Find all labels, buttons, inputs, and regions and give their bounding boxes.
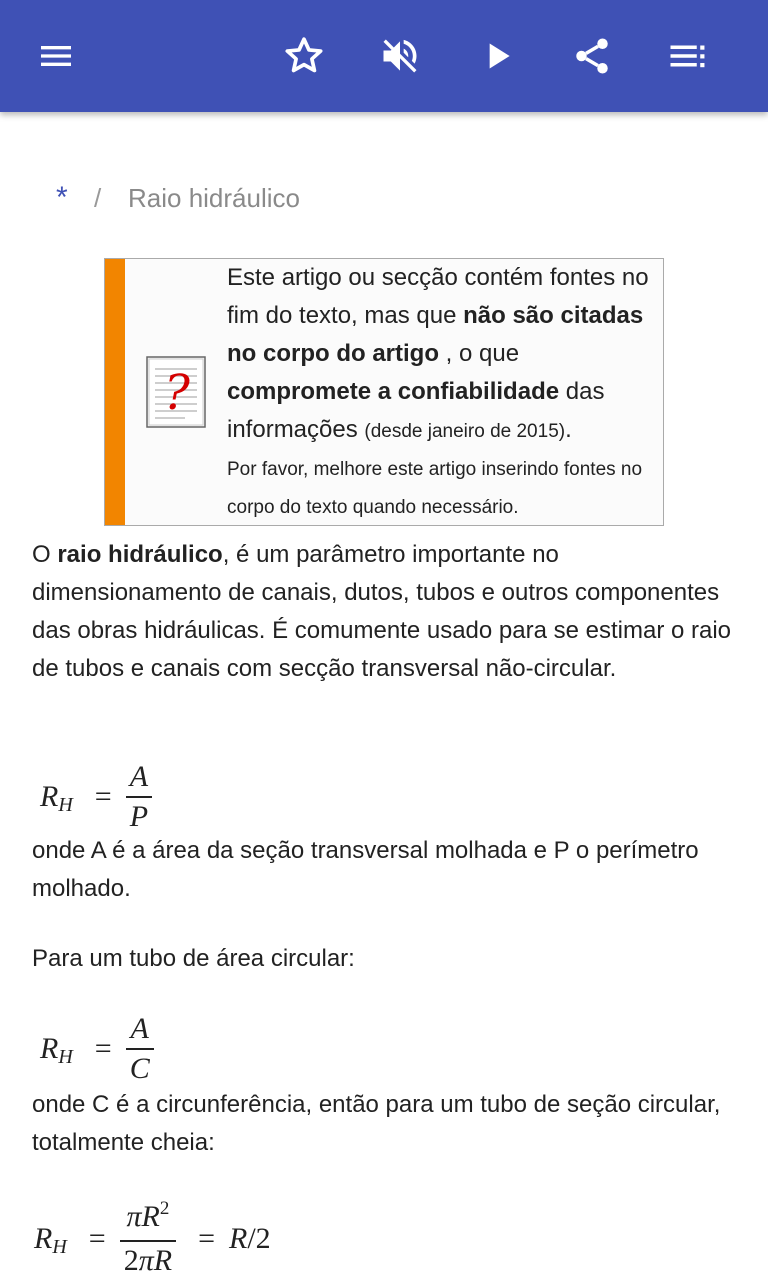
svg-text:?: ?	[164, 365, 190, 421]
formula2-lhs: R	[40, 1032, 59, 1065]
notice-line3: das informações	[227, 378, 605, 443]
notice-text	[227, 259, 659, 527]
formula-hydraulic-radius	[40, 758, 152, 836]
formula3-equals: =	[88, 1222, 106, 1255]
playlist-icon	[667, 35, 709, 77]
citation-notice-box	[104, 258, 664, 526]
formula1-subscript: H	[58, 793, 73, 816]
formula3-rhs-r: R	[228, 1222, 248, 1255]
formula-full-circle	[34, 1198, 271, 1280]
formula3-denominator	[120, 1242, 176, 1280]
formula1-denominator: P	[129, 800, 149, 833]
intro-paragraph	[32, 536, 732, 688]
notice-date: (desde janeiro de 2015)	[364, 421, 566, 442]
menu-icon	[36, 36, 76, 76]
play-button[interactable]	[470, 28, 526, 84]
star-outline-icon	[282, 34, 326, 78]
formula3-rhs-half: /2	[247, 1222, 271, 1255]
formula1-lhs: R	[40, 780, 59, 813]
menu-button[interactable]	[28, 28, 84, 84]
formula3-fraction	[120, 1198, 176, 1280]
formula3-den-two: 2	[123, 1244, 139, 1277]
intro-prefix: O	[32, 541, 58, 568]
formula3-equals-2: =	[198, 1222, 215, 1255]
breadcrumb	[56, 178, 300, 218]
share-icon	[571, 35, 613, 77]
app-bar	[0, 0, 768, 112]
notice-help-text: Por favor, melhore este artigo inserindo fontes no corpo do texto quando necessário.	[227, 459, 643, 518]
intro-term: raio hidráulico	[57, 541, 223, 568]
formula2-denominator: C	[129, 1052, 150, 1085]
notice-line2: , o que	[438, 340, 520, 367]
formula3-lhs: R	[34, 1222, 53, 1255]
notice-accent-bar	[105, 259, 125, 525]
notice-line1: Este artigo ou secção contém fontes no fim do texto, mas que	[227, 264, 649, 329]
notice-bold1: não são citadas no corpo do artigo	[227, 302, 644, 367]
volume-off-icon	[378, 34, 422, 78]
notice-bold2: compromete a confiabilidade	[227, 378, 560, 405]
formula3-den-r: R	[153, 1244, 173, 1277]
formula2-subscript: H	[58, 1045, 73, 1068]
breadcrumb-separator: /	[94, 182, 102, 213]
mute-button[interactable]	[372, 28, 428, 84]
formula3-num-exponent: 2	[159, 1198, 170, 1219]
formula3-num-pi: π	[126, 1200, 142, 1233]
play-icon	[478, 36, 518, 76]
formula2-explanation: onde C é a circunferência, então para um tubo de seção circular, totalmente cheia:	[32, 1091, 721, 1156]
formula3-subscript: H	[52, 1235, 67, 1258]
formula1-equals: =	[94, 780, 112, 813]
formula-circular	[40, 1010, 154, 1088]
formula3-den-pi: π	[138, 1244, 154, 1277]
breadcrumb-current: Raio hidráulico	[128, 182, 300, 213]
intro-body: , é um parâmetro importante no dimensionamento de canais, dutos, tubos e outros componentes das obras hidráulicas. É comumente usado para se estimar o raio de tubos e canais com secção transversal não-circular.	[32, 541, 732, 682]
breadcrumb-home-link[interactable]: *	[56, 181, 68, 214]
formula1-fraction	[126, 758, 152, 836]
formula3-num-r: R	[141, 1200, 160, 1233]
favorite-button[interactable]	[276, 28, 332, 84]
formula2-numerator: A	[130, 1012, 149, 1045]
question-document-icon	[145, 355, 209, 431]
notice-period: .	[565, 416, 572, 443]
contents-button[interactable]	[660, 28, 716, 84]
formula3-numerator	[122, 1198, 173, 1240]
formula2-equals: =	[94, 1032, 112, 1065]
formula2-fraction	[126, 1010, 154, 1088]
circular-tube-intro: Para um tubo de área circular:	[32, 945, 355, 972]
share-button[interactable]	[564, 28, 620, 84]
formula1-numerator: A	[129, 760, 149, 793]
formula1-explanation: onde A é a área da seção transversal molhada e P o perímetro molhado.	[32, 837, 699, 902]
